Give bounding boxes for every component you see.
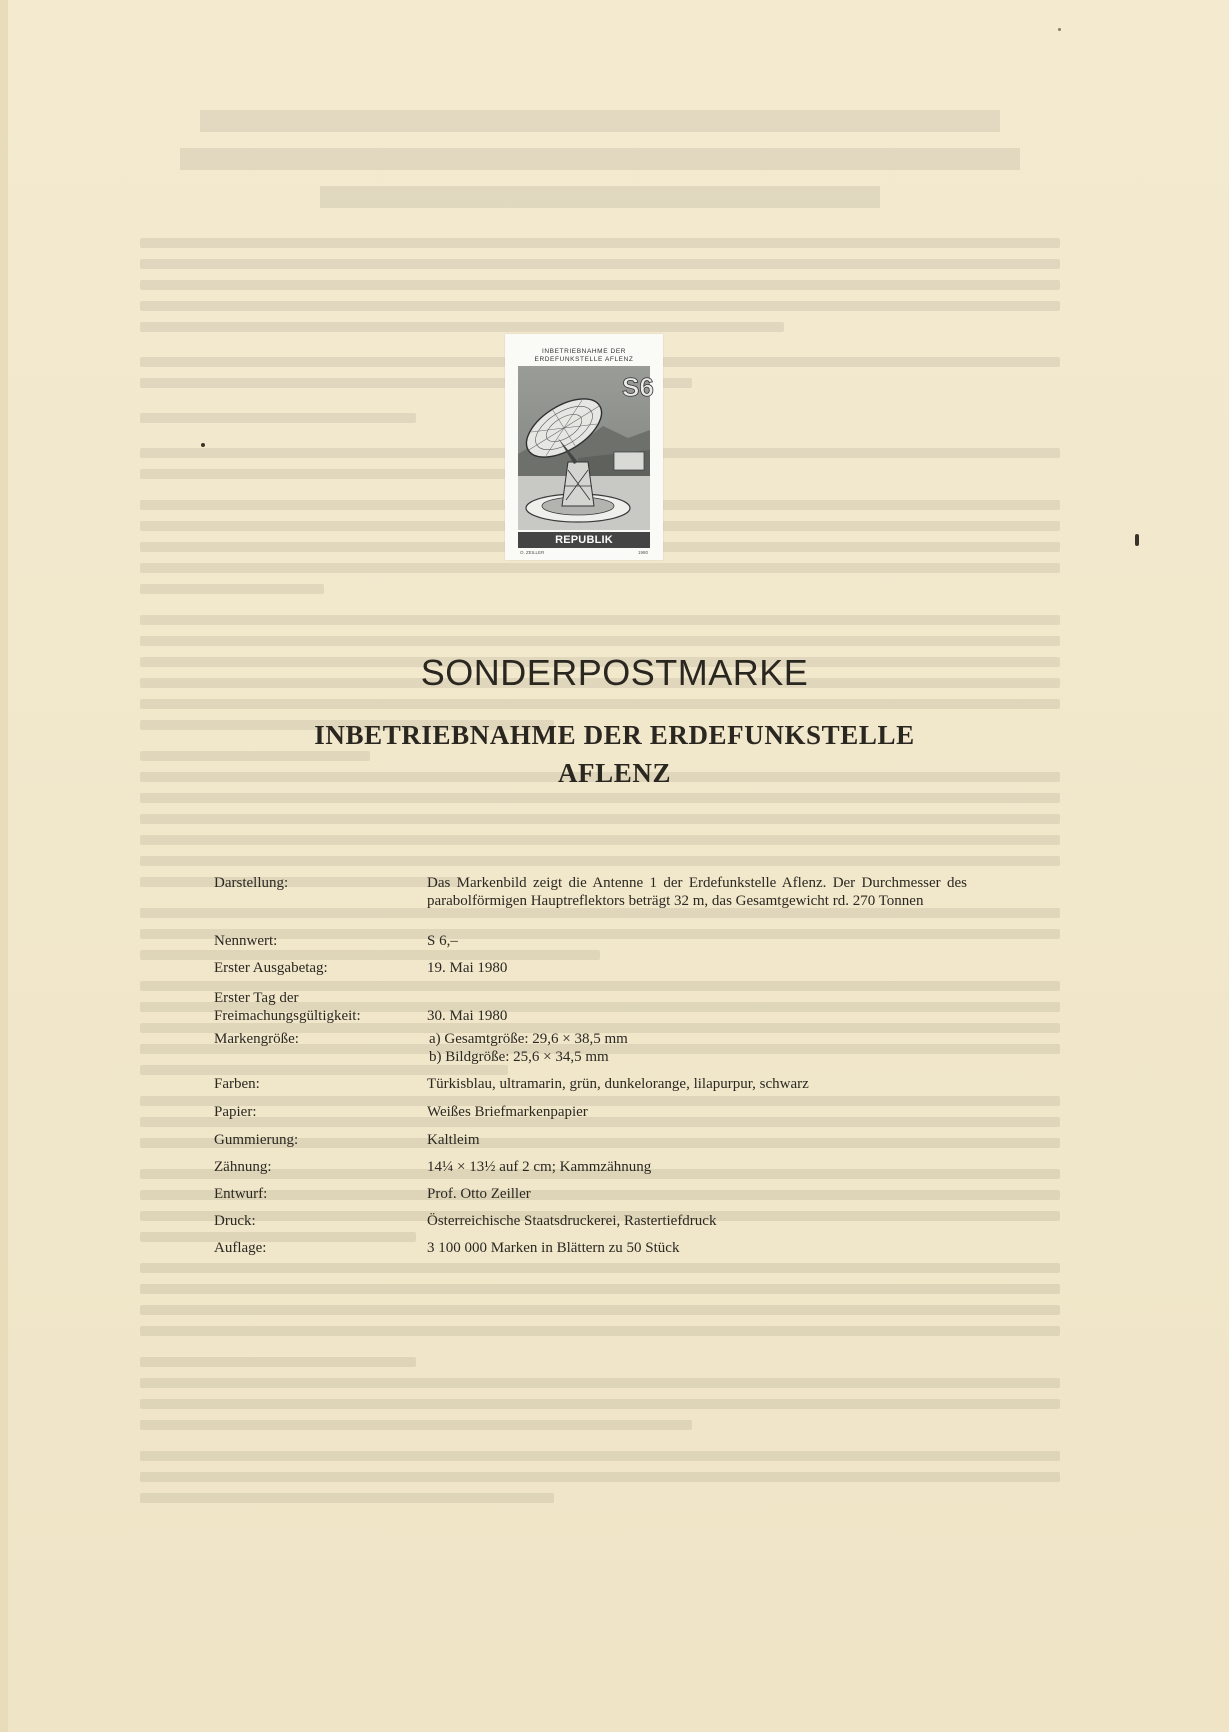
detail-label: Farben: [214, 1076, 260, 1092]
stamp-details-table [214, 874, 994, 1266]
detail-row-darstellung [214, 874, 994, 932]
detail-label: Markengröße: [214, 1031, 299, 1047]
detail-label: Entwurf: [214, 1186, 268, 1202]
stamp-face-value: S6 [622, 372, 654, 402]
detail-row-nennwert [214, 932, 994, 959]
detail-label: Gummierung: [214, 1132, 299, 1148]
detail-value: Österreichische Staatsdruckerei, Rastertiefdruck [427, 1213, 717, 1229]
detail-label: Erster Tag der Freimachungsgültigkeit: [214, 990, 361, 1024]
detail-value: 3 100 000 Marken in Blättern zu 50 Stück [427, 1240, 680, 1256]
stamp-country-label: REPUBLIK ÖSTERREICH [518, 532, 650, 548]
paper-speck [1135, 534, 1139, 546]
paper-speck [201, 443, 205, 447]
detail-value: 14¼ × 13½ auf 2 cm; Kammzähnung [427, 1159, 652, 1175]
detail-value: 19. Mai 1980 [427, 960, 508, 976]
detail-row-freimachungsgueltigkeit [214, 989, 994, 1030]
detail-row-druck [214, 1212, 994, 1239]
detail-label: Erster Ausgabetag: [214, 960, 328, 976]
stamp-heading-line2: ERDEFUNKSTELLE AFLENZ [534, 356, 634, 363]
page-edge [0, 0, 8, 1732]
detail-row-papier [214, 1103, 994, 1131]
detail-value: a) Gesamtgröße: 29,6 × 38,5 mm b) Bildgröße: 25,6 × 34,5 mm [429, 1031, 628, 1065]
stamp-proof [505, 334, 663, 560]
page-subtitle-line1: INBETRIEBNAHME DER ERDEFUNKSTELLE [314, 720, 915, 750]
detail-label: Zähnung: [214, 1159, 272, 1175]
detail-value: S 6,– [427, 933, 458, 949]
show-through-text [140, 110, 1060, 1590]
detail-value: Kaltleim [427, 1132, 480, 1148]
paper-speck [1058, 28, 1061, 31]
detail-row-farben [214, 1075, 994, 1103]
stamp-designer-mark: O. ZEILLER [520, 550, 545, 555]
detail-row-auflage [214, 1239, 994, 1266]
stamp-heading-line1: INBETRIEBNAHME DER [541, 348, 627, 355]
detail-row-zaehnung [214, 1158, 994, 1185]
detail-label: Nennwert: [214, 933, 278, 949]
detail-label: Auflage: [214, 1240, 267, 1256]
detail-row-entwurf [214, 1185, 994, 1212]
stamp-footer [518, 550, 650, 558]
page-subtitle-line2: AFLENZ [557, 758, 672, 788]
detail-row-erster-ausgabetag [214, 959, 994, 989]
detail-value: Weißes Briefmarkenpapier [427, 1104, 588, 1120]
detail-value: Das Markenbild zeigt die Antenne 1 der Erdefunkstelle Aflenz. Der Durchmesser des parabolförmigen Hauptreflektors beträgt 32 m, das Gesamtgewicht rd. 270 Tonnen [427, 875, 967, 909]
detail-value: 30. Mai 1980 [427, 1008, 508, 1024]
stamp-heading [514, 348, 654, 364]
detail-value: Prof. Otto Zeiller [427, 1186, 531, 1202]
stamp-year-mark: 1980 [637, 550, 648, 555]
detail-row-gummierung [214, 1131, 994, 1158]
detail-label: Druck: [214, 1213, 256, 1229]
detail-row-markengroesse [214, 1030, 994, 1075]
page-title: SONDERPOSTMARKE [420, 652, 809, 693]
detail-value: Türkisblau, ultramarin, grün, dunkelorange, lilapurpur, schwarz [427, 1076, 809, 1092]
detail-label: Darstellung: [214, 875, 289, 891]
detail-label: Papier: [214, 1104, 257, 1120]
